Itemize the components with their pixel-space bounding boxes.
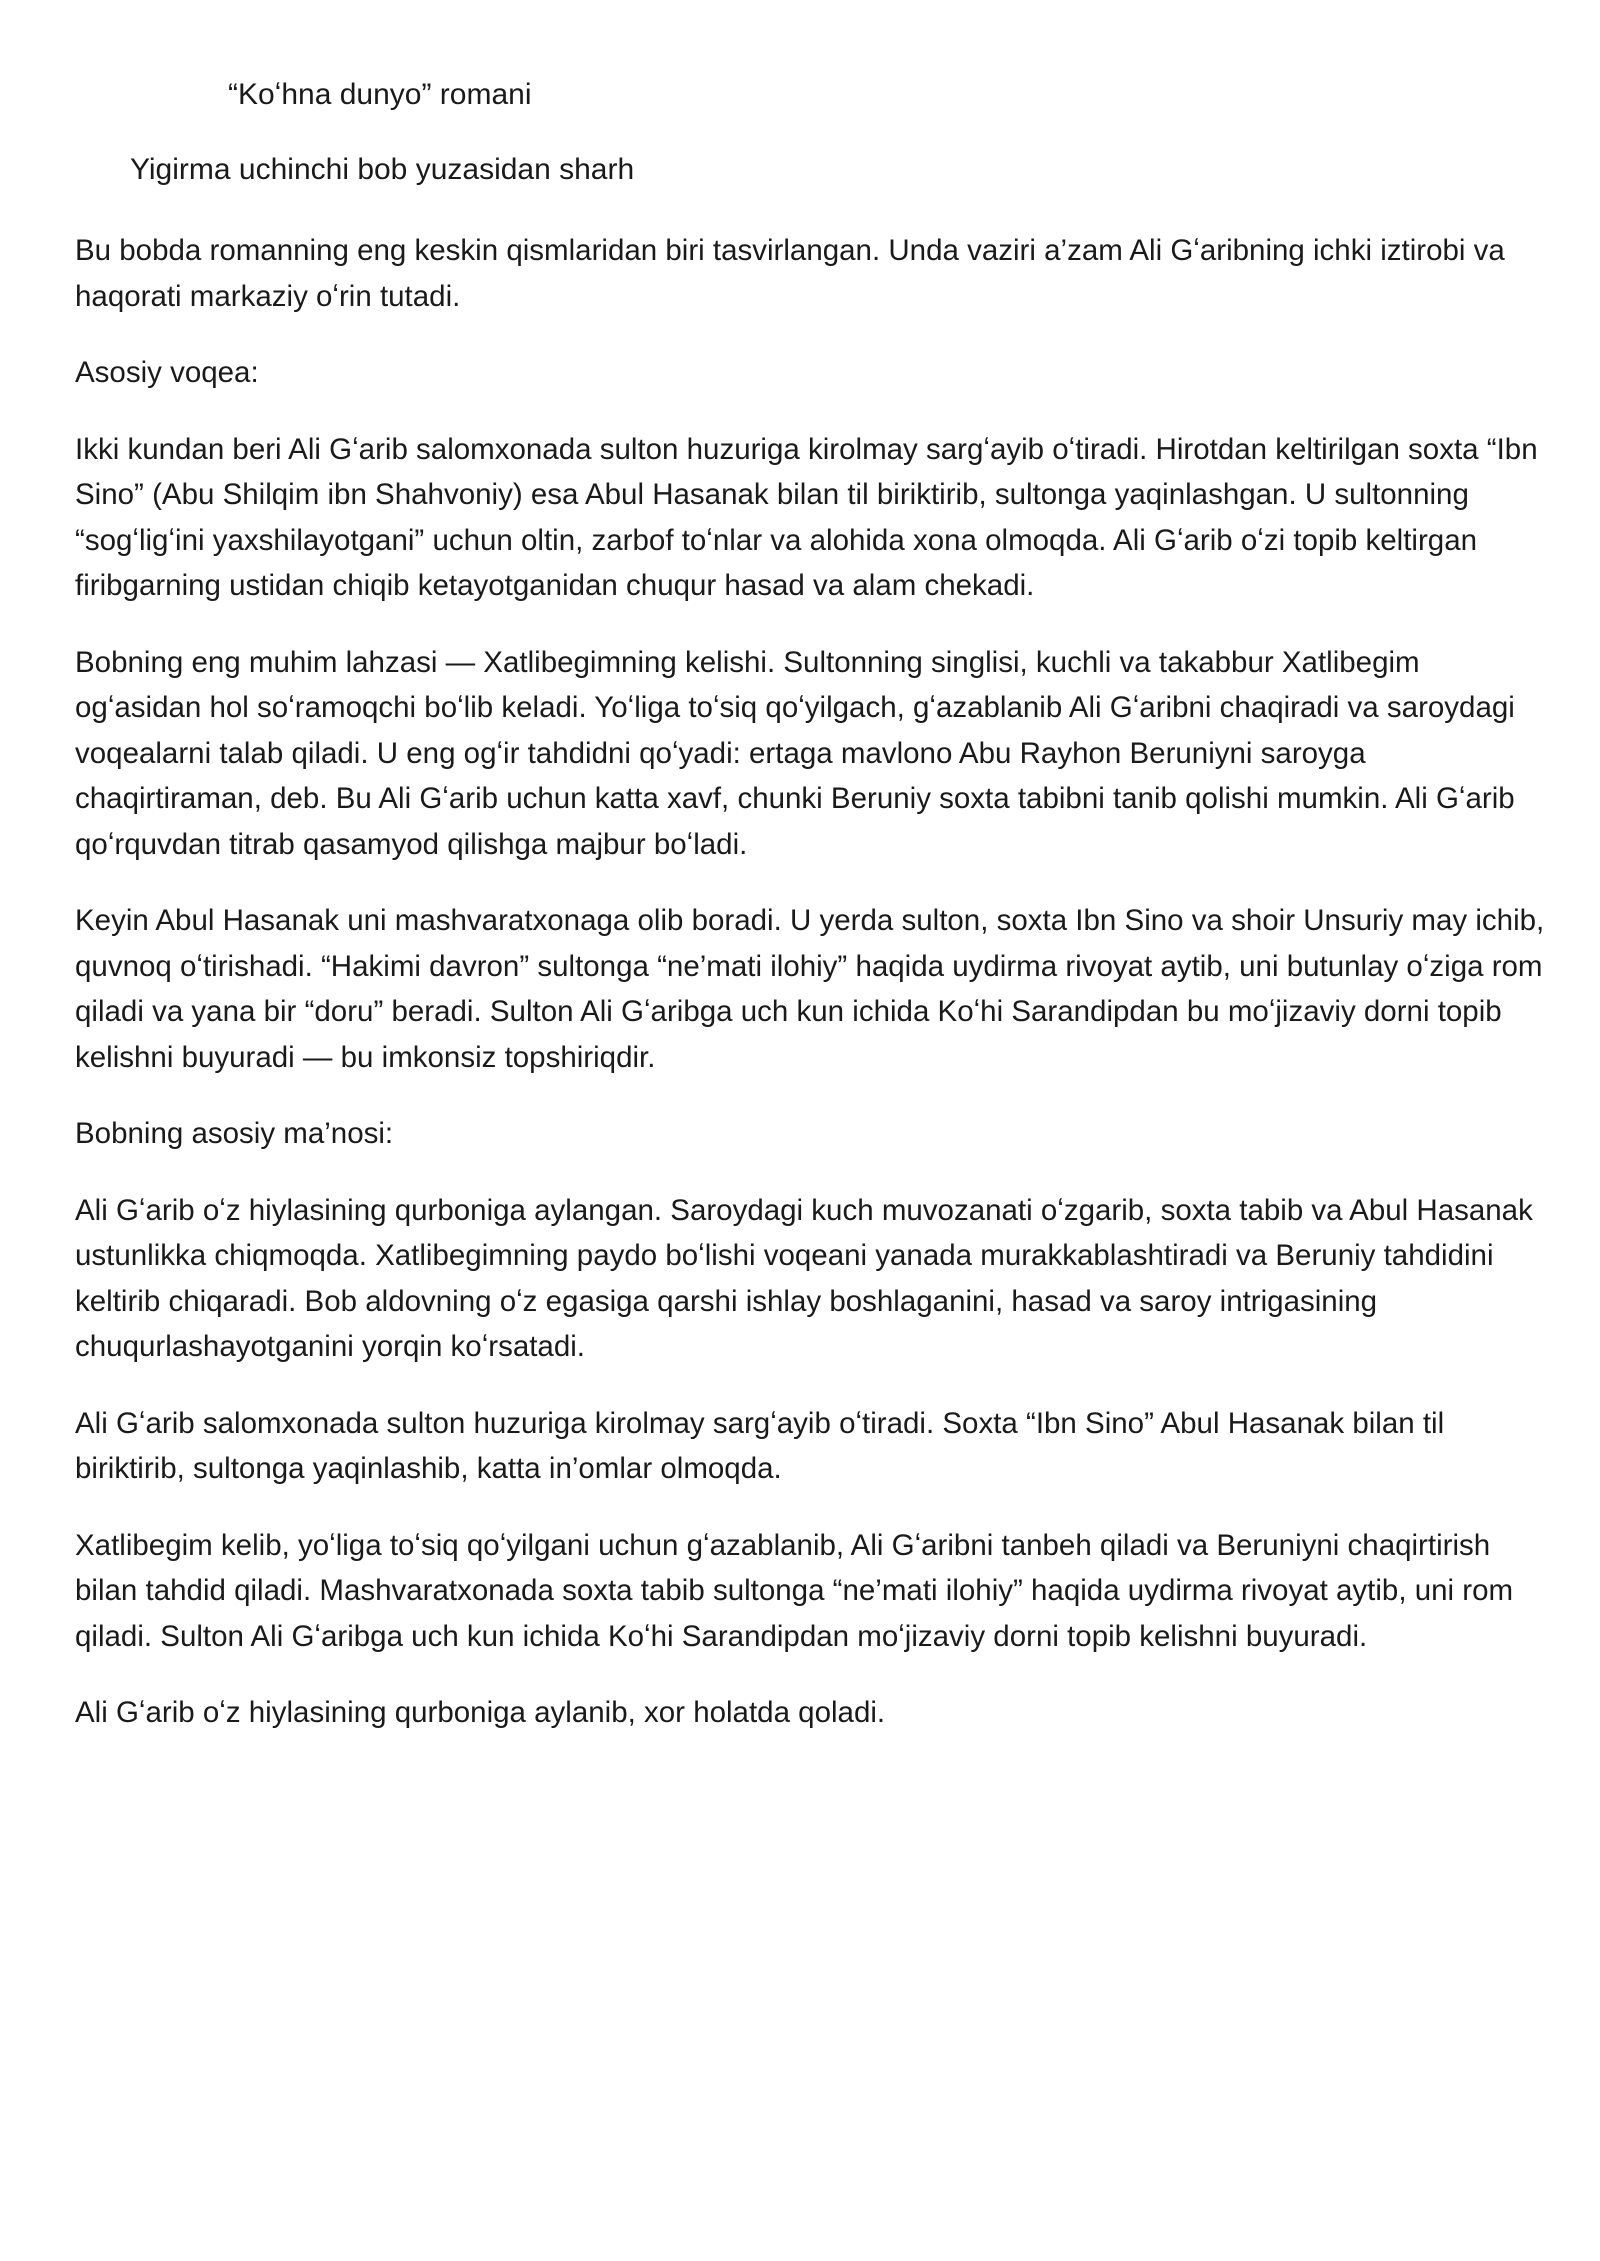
document-title: “Koʻhna dunyo” romani	[228, 78, 532, 111]
section-heading-main-event: Asosiy voqea:	[75, 356, 259, 389]
document-body	[75, 228, 1545, 1767]
paragraph-council-room: Keyin Abul Hasanak uni mashvaratxonaga olib boradi. U yerda sulton, soxta Ibn Sino va shoir Unsuriy may ichib, quvnoq oʻtirishadi. “Hakimi davron” sultonga “ne’mati ilohiy” haqida uydirma rivoyat aytib, uni butunlay oʻziga rom qiladi va yana bir “doru” beradi. Sulton Ali Gʻaribga uch kun ichida Koʻhi Sarandipdan bu moʻjizaviy dorni topib kelishni buyuradi — bu imkonsiz topshiriqdir.	[75, 904, 1545, 1074]
paragraph-summary-2: Xatlibegim kelib, yoʻliga toʻsiq qoʻyilgani uchun gʻazablanib, Ali Gʻaribni tanbeh qiladi va Beruniyni chaqirtirish bilan tahdid qiladi. Mashvaratxonada soxta tabib sultonga “ne’mati ilohiy” haqida uydirma rivoyat aytib, uni rom qiladi. Sulton Ali Gʻaribga uch kun ichida Koʻhi Sarandipdan moʻjizaviy dorni topib kelishni buyuradi.	[75, 1528, 1514, 1653]
paragraph-intro: Bu bobda romanning eng keskin qismlaridan biri tasvirlangan. Unda vaziri a’zam Ali Gʻaribning ichki iztirobi va haqorati markaziy oʻrin tutadi.	[75, 234, 1505, 313]
paragraph-conclusion: Ali Gʻarib oʻz hiylasining qurboniga aylanib, xor holatda qoladi.	[75, 1696, 886, 1729]
paragraph-summary-1: Ali Gʻarib salomxonada sulton huzuriga kirolmay sargʻayib oʻtiradi. Soxta “Ibn Sino” Abul Hasanak bilan til biriktirib, sultonga yaqinlashib, katta in’omlar olmoqda.	[75, 1406, 1445, 1485]
document-subtitle: Yigirma uchinchi bob yuzasidan sharh	[130, 153, 635, 186]
section-heading-main-meaning: Bobning asosiy ma’nosi:	[75, 1117, 394, 1150]
paragraph-main-meaning: Ali Gʻarib oʻz hiylasining qurboniga aylangan. Saroydagi kuch muvozanati oʻzgarib, soxta tabib va Abul Hasanak ustunlikka chiqmoqda. Xatlibegimning paydo boʻlishi voqeani yanada murakkablashtiradi va Beruniy tahdidini keltirib chiqaradi. Bob aldovning oʻz egasiga qarshi ishlay boshlaganini, hasad va saroy intrigasining chuqurlashayotganini yorqin koʻrsatadi.	[75, 1193, 1533, 1363]
paragraph-xatlibegim-arrival: Bobning eng muhim lahzasi — Xatlibegimning kelishi. Sultonning singlisi, kuchli va takabbur Xatlibegim ogʻasidan hol soʻramoqchi boʻlib keladi. Yoʻliga toʻsiq qoʻyilgach, gʻazablanib Ali Gʻaribni chaqiradi va saroydagi voqealarni talab qiladi. U eng ogʻir tahdidni qoʻyadi: ertaga mavlono Abu Rayhon Beruniyni saroyga chaqirtiraman, deb. Bu Ali Gʻarib uchun katta xavf, chunki Beruniy soxta tabibni tanib qolishi mumkin. Ali Gʻarib qoʻrquvdan titrab qasamyod qilishga majbur boʻladi.	[75, 645, 1515, 861]
paragraph-main-event: Ikki kundan beri Ali Gʻarib salomxonada sulton huzuriga kirolmay sargʻayib oʻtiradi. Hirotdan keltirilgan soxta “Ibn Sino” (Abu Shilqim ibn Shahvoniy) esa Abul Hasanak bilan til biriktirib, sultonga yaqinlashgan. U sultonning “sogʻligʻini yaxshilayotgani” uchun oltin, zarbof toʻnlar va alohida xona olmoqda. Ali Gʻarib oʻzi topib keltirgan firibgarning ustidan chiqib ketayotganidan chuqur hasad va alam chekadi.	[75, 432, 1538, 602]
